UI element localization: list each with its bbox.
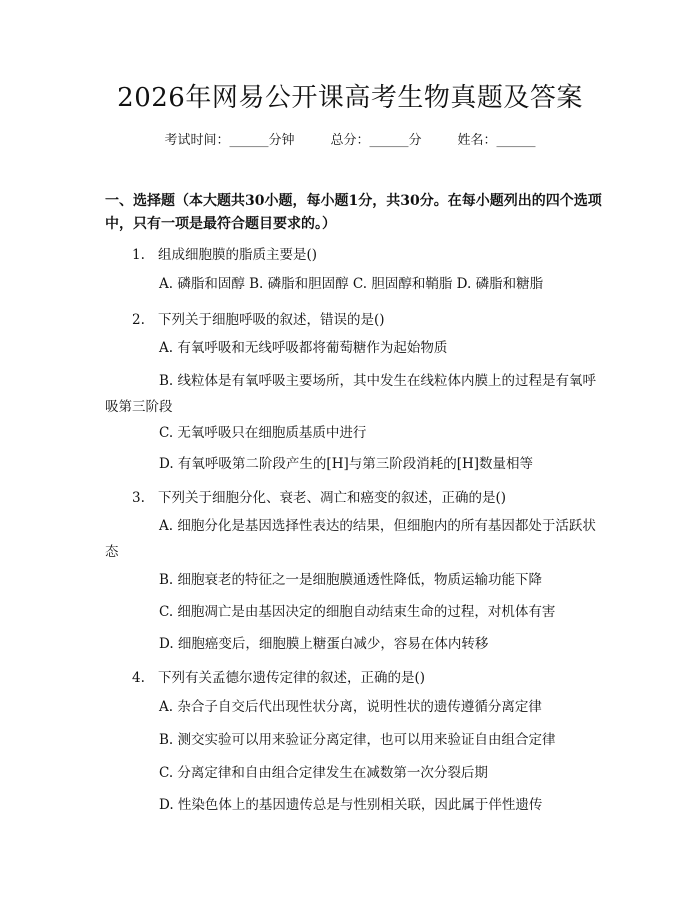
question-option: B. 测交实验可以用来验证分离定律，也可以用来验证自由组合定律 bbox=[159, 732, 556, 748]
question-number: 4. bbox=[132, 670, 145, 686]
question-options: A. 磷脂和固醇 B. 磷脂和胆固醇 C. 胆固醇和鞘脂 D. 磷脂和糖脂 bbox=[159, 276, 544, 292]
question-text: 下列有关孟德尔遗传定律的叙述，正确的是() bbox=[158, 670, 426, 686]
name-field-label: 姓名：______ bbox=[457, 133, 536, 148]
question-stem bbox=[132, 310, 602, 330]
question-option: D. 有氧呼吸第二阶段产生的[H]与第三阶段消耗的[H]数量相等 bbox=[159, 456, 534, 472]
question-option: A. 细胞分化是基因选择性表达的结果，但细胞内的所有基因都处于活跃状态 bbox=[105, 518, 596, 560]
exam-title: 2026年网易公开课高考生物真题及答案 bbox=[117, 83, 583, 113]
section-heading: 一、选择题（本大题共30小题，每小题1分，共30分。在每小题列出的四个选项中，只有一项是最符合题目要求的。） bbox=[105, 193, 602, 232]
question-number: 1. bbox=[132, 247, 145, 263]
question-stem bbox=[132, 668, 602, 688]
question-number: 2. bbox=[132, 312, 145, 328]
question-stem bbox=[132, 488, 602, 508]
question-text: 下列关于细胞呼吸的叙述，错误的是() bbox=[158, 312, 385, 328]
time-field-label: 考试时间：______分钟 bbox=[164, 133, 295, 148]
question-text: 组成细胞膜的脂质主要是() bbox=[158, 247, 318, 263]
question-option: B. 细胞衰老的特征之一是细胞膜通透性降低，物质运输功能下降 bbox=[159, 572, 543, 588]
question-stem bbox=[132, 245, 602, 265]
exam-meta-line bbox=[0, 131, 700, 151]
question-option: A. 有氧呼吸和无线呼吸都将葡萄糖作为起始物质 bbox=[159, 340, 448, 356]
question-option: D. 性染色体上的基因遗传总是与性别相关联，因此属于伴性遗传 bbox=[159, 797, 543, 813]
question-option: B. 线粒体是有氧呼吸主要场所，其中发生在线粒体内膜上的过程是有氧呼吸第三阶段 bbox=[105, 373, 597, 415]
question-option: C. 细胞凋亡是由基因决定的细胞自动结束生命的过程，对机体有害 bbox=[159, 604, 556, 620]
question-text: 下列关于细胞分化、衰老、凋亡和癌变的叙述，正确的是() bbox=[158, 490, 507, 506]
question-option: D. 细胞癌变后，细胞膜上糖蛋白减少，容易在体内转移 bbox=[159, 636, 489, 652]
question-option: C. 分离定律和自由组合定律发生在减数第一次分裂后期 bbox=[159, 765, 488, 781]
question-option: C. 无氧呼吸只在细胞质基质中进行 bbox=[159, 425, 367, 441]
question-number: 3. bbox=[132, 490, 145, 506]
score-field-label: 总分：______分 bbox=[330, 133, 422, 148]
question-option: A. 杂合子自交后代出现性状分离，说明性状的遗传遵循分离定律 bbox=[159, 699, 542, 715]
